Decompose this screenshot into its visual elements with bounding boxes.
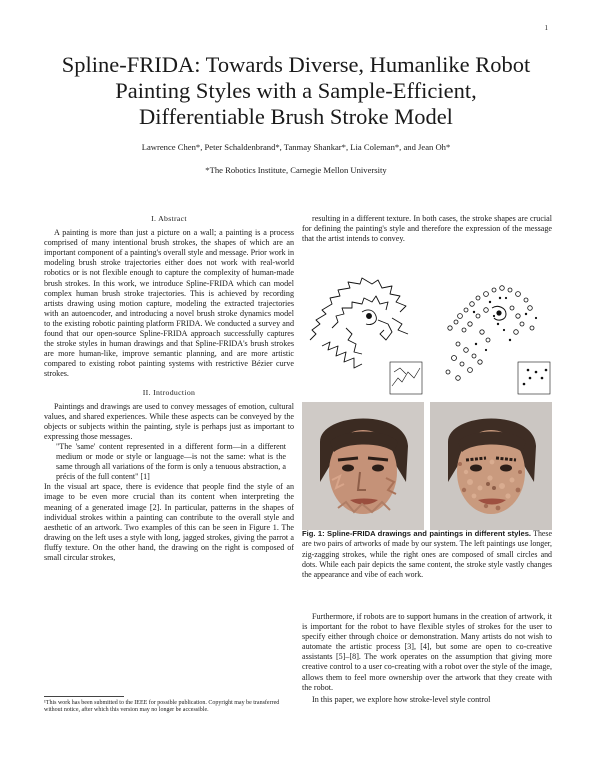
- author-list: Lawrence Chen*, Peter Schaldenbrand*, Tanmay Shankar*, Lia Coleman*, and Jean Oh*: [141, 142, 451, 152]
- right-column-bottom: [302, 612, 552, 705]
- left-column: [44, 214, 294, 563]
- figure-1-caption: [302, 529, 552, 580]
- right-paragraph-top: resulting in a different texture. In both cases, the stroke shapes are crucial for defining the painting's style and therefore the expression of the message that the artist intends to convey.: [302, 214, 552, 244]
- affiliation: *The Robotics Institute, Carnegie Mellon University: [205, 165, 387, 175]
- footnote-rule: [44, 696, 124, 697]
- figure-1-label: Fig. 1: Spline-FRIDA drawings and paintings in different styles.: [302, 529, 532, 538]
- portrait-zigzag-painting: [302, 402, 424, 530]
- figure-1-caption-text: These are two pairs of artworks of made by our system. The left paintings use longer, zig-zagging strokes, while the right ones are composed of small circles and dots. While each pair depicts the same content, the stroke style vastly changes the appearance and vibe of each work.: [302, 529, 552, 580]
- page-number: 1: [544, 24, 548, 32]
- right-paragraph-2: In this paper, we explore how stroke-level style control: [312, 694, 491, 704]
- title-line-2: Painting Styles with a Sample-Efficient,: [115, 78, 477, 103]
- title-line-1: Spline-FRIDA: Towards Diverse, Humanlike Robot: [61, 52, 531, 77]
- intro-quote: "The 'same' content represented in a different form—in a different medium or mode or style or language—is not the same: what is the same through all variations of the form is only a tenuous abstraction, a précis of the full content" [1]: [56, 441, 286, 482]
- parrot-zigzag-drawing: [302, 268, 424, 396]
- footnote: ¹This work has been submitted to the IEEE for possible publication. Copyright may be transferred without notice, after which this version may no longer be accessible.: [44, 700, 280, 714]
- intro-paragraph-1: Paintings and drawings are used to convey messages of emotion, cultural values, and shared experiences. While these aspects can be conveyed by the objects or subjects within the painting, style is perhaps just as important to expressing those messages.: [44, 401, 294, 441]
- paper-title: [40, 52, 552, 130]
- right-column-top: [302, 214, 552, 244]
- introduction-heading: II. Introduction: [142, 387, 196, 397]
- intro-paragraph-2: In the visual art space, there is evidence that people find the style of an image to be even more crucial than its content when interpreting the meaning of a generated image [2]. In particular, patterns in the shapes of individual strokes within a painting can contribute to the overall style and aesthetic of an artwork. Two examples of this can be seen in Figure 1. The drawing on the left uses a style with long, jagged strokes, giving the parrot a fluffy texture. On the other hand, the drawing on the right is composed of small circular strokes,: [44, 482, 294, 562]
- figure-1: [302, 268, 552, 530]
- abstract-text: A painting is more than just a picture on a wall; a painting is a process comprised of many intentional brush strokes, the shapes of which are an important component of a painting's overall style and message. Prior work in modeling brush stroke trajectories either does not work with real-world robotics or is not flexible enough to capture the complexity of human-made brush strokes. In this work, we introduce Spline-FRIDA which can model complex human brush stroke trajectories. This is achieved by recording artists drawing using motion capture, modeling the extracted trajectories with an autoencoder, and introducing a novel brush stroke dynamics model to the existing robotic painting platform FRIDA. We conducted a survey and found that our open-source Spline-FRIDA approach successfully captures the stroke styles in human drawings and that Spline-FRIDA's brush strokes are more human-like, improve semantic planning, and are more artistic compared to existing robot painting systems with restrictive Bézier curve strokes.: [44, 228, 294, 379]
- abstract-heading: I. Abstract: [151, 214, 187, 223]
- right-paragraph-1: Furthermore, if robots are to support humans in the creation of artwork, it is important for the robot to have flexible styles of strokes for the user to specify either through choice or demonstration. Many artists do not wish to automate the artistic process [3], [4], but some are open to co-creative assistants [5]–[8]. The work operates on the assumption that giving more creative control to a user co-creating with a robot over the style of the image, allows them to feel more ownership over the artwork that they create with the robot.: [302, 612, 552, 692]
- portrait-dots-painting: [430, 402, 552, 530]
- title-line-3: Differentiable Brush Stroke Model: [139, 104, 453, 129]
- parrot-dots-drawing: [430, 268, 552, 396]
